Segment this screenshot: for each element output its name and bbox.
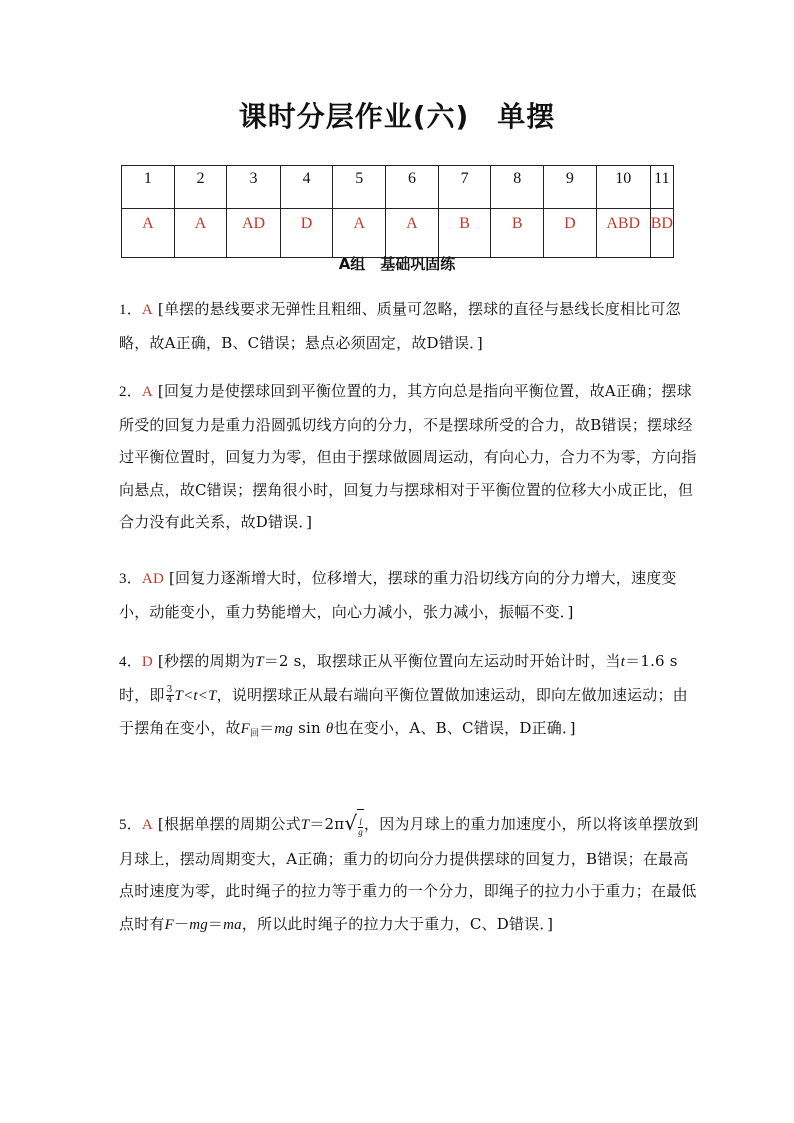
symbol-theta: θ: [325, 721, 334, 738]
table-answer-cell: B: [491, 209, 544, 258]
question-text: [秒摆的周期为: [152, 652, 256, 670]
symbol-t: t: [620, 654, 626, 670]
question-text: [根据单摆的周期公式: [152, 814, 301, 833]
table-number-cell: 11: [650, 166, 673, 209]
question-explanation: [单摆的悬线要求无弹性且粗细、质量可忽略，摆球的直径与悬线长度相比可忽略，故A正确，B、C错误；悬点必须固定，故D错误．]: [119, 300, 681, 352]
question-text: ＝: [207, 914, 224, 933]
table-answer-cell: BD: [650, 209, 673, 258]
page-title: [0, 95, 794, 135]
fraction-denominator: g: [358, 826, 363, 837]
question-number: 1．: [119, 302, 142, 318]
sqrt-l-over-g: √ $\frac{l}{g}$: [344, 807, 364, 843]
question-number: 3．: [119, 571, 142, 587]
question-text: 也在变小，A、B、C错误，D正确．]: [333, 719, 576, 738]
question-explanation: [回复力逐渐增大时，位移增大，摆球的重力沿切线方向的分力增大，速度变小，动能变小，重力势能增大，向心力减小，张力减小，振幅不变．]: [119, 569, 677, 621]
question-text: －: [173, 914, 190, 933]
table-answer-cell: ABD: [596, 209, 650, 258]
fraction-denominator: 4: [166, 695, 173, 706]
answer-table-numbers-row: [122, 166, 674, 209]
table-answer-cell: D: [280, 209, 333, 258]
table-number-cell: 10: [596, 166, 650, 209]
answer-table-answers-row: [122, 209, 674, 258]
question-5: [119, 807, 701, 942]
table-number-cell: 3: [227, 166, 280, 209]
question-answer: A: [141, 816, 153, 833]
symbol-ma: ma: [223, 916, 242, 933]
table-number-cell: 5: [333, 166, 386, 209]
question-answer: D: [141, 654, 153, 670]
question-number: 5．: [119, 816, 142, 833]
symbol-T: T: [300, 816, 310, 833]
table-answer-cell: A: [333, 209, 386, 258]
question-text: ＝: [259, 719, 275, 738]
question-text: ＝1.6 s时，即: [119, 652, 678, 704]
table-answer-cell: B: [438, 209, 491, 258]
question-text: ＝2π: [309, 814, 345, 833]
question-3: [119, 562, 701, 628]
question-text: ，因为月球上的重力加速度小，所以将该单摆放到月球上，摆动周期变大，A正确；重力的切向分力提供摆球的回复力，B错误；在最高点时速度为零，此时绳子的拉力等于重力的一个分力，即绳子的拉力小于重力；在最低点时有: [119, 814, 699, 933]
question-answer: AD: [141, 571, 164, 587]
symbol-mg: mg: [189, 916, 208, 933]
question-text: ＝2 s，取摆球正从平衡位置向左运动时开始计时，当: [263, 652, 621, 670]
title-sub: 单摆: [497, 100, 556, 133]
table-answer-cell: A: [386, 209, 439, 258]
table-answer-cell: D: [544, 209, 597, 258]
table-number-cell: 2: [174, 166, 227, 209]
symbol-F: F: [240, 721, 250, 738]
table-number-cell: 1: [122, 166, 175, 209]
fraction-numerator: l: [359, 816, 362, 827]
fraction-numerator: 3: [166, 685, 173, 696]
question-number: 4．: [119, 654, 142, 670]
fraction-l-over-g: [358, 818, 363, 837]
symbol-F: F: [164, 916, 174, 933]
title-main: 课时分层作业(六): [238, 100, 470, 133]
table-number-cell: 4: [280, 166, 333, 209]
question-number: 2．: [119, 384, 142, 400]
inequality: T<t<T: [174, 687, 217, 704]
symbol-mg: mg: [274, 721, 294, 738]
group-label: A组 基础巩固练: [338, 255, 456, 273]
table-number-cell: 8: [491, 166, 544, 209]
symbol-T: T: [255, 654, 264, 670]
table-number-cell: 7: [438, 166, 491, 209]
fraction-three-quarters: [166, 686, 174, 705]
table-answer-cell: AD: [227, 209, 280, 258]
question-text: ，所以此时绳子的拉力大于重力，C、D错误．]: [241, 914, 554, 933]
question-answer: A: [141, 384, 153, 400]
subscript-restoring: 回: [249, 729, 260, 740]
table-answer-cell: A: [174, 209, 227, 258]
question-2: [119, 375, 701, 539]
question-1: [119, 293, 701, 359]
question-4: [119, 645, 701, 751]
table-number-cell: 9: [544, 166, 597, 209]
answer-table: [121, 165, 674, 258]
question-text: ，说明摆球正从最右端向平衡位置做加速运动，即向左做加速运动；由于摆角在变小，故: [119, 685, 688, 738]
question-explanation: [回复力是使摆球回到平衡位置的力，其方向总是指向平衡位置，故A正确；摆球所受的回复力是重力沿圆弧切线方向的分力，不是摆球所受的合力，故B错误；摆球经过平衡位置时，回复力为零，但由于摆球做圆周运动，有向心力，合力不为零，方向指向悬点，故C错误；摆角很小时，回复力与摆球相对于平衡位置的位移大小成正比，但合力没有此关系，故D错误．]: [119, 382, 697, 532]
table-number-cell: 6: [386, 166, 439, 209]
table-answer-cell: A: [122, 209, 175, 258]
question-text: sin: [293, 719, 326, 738]
question-answer: A: [141, 302, 153, 318]
